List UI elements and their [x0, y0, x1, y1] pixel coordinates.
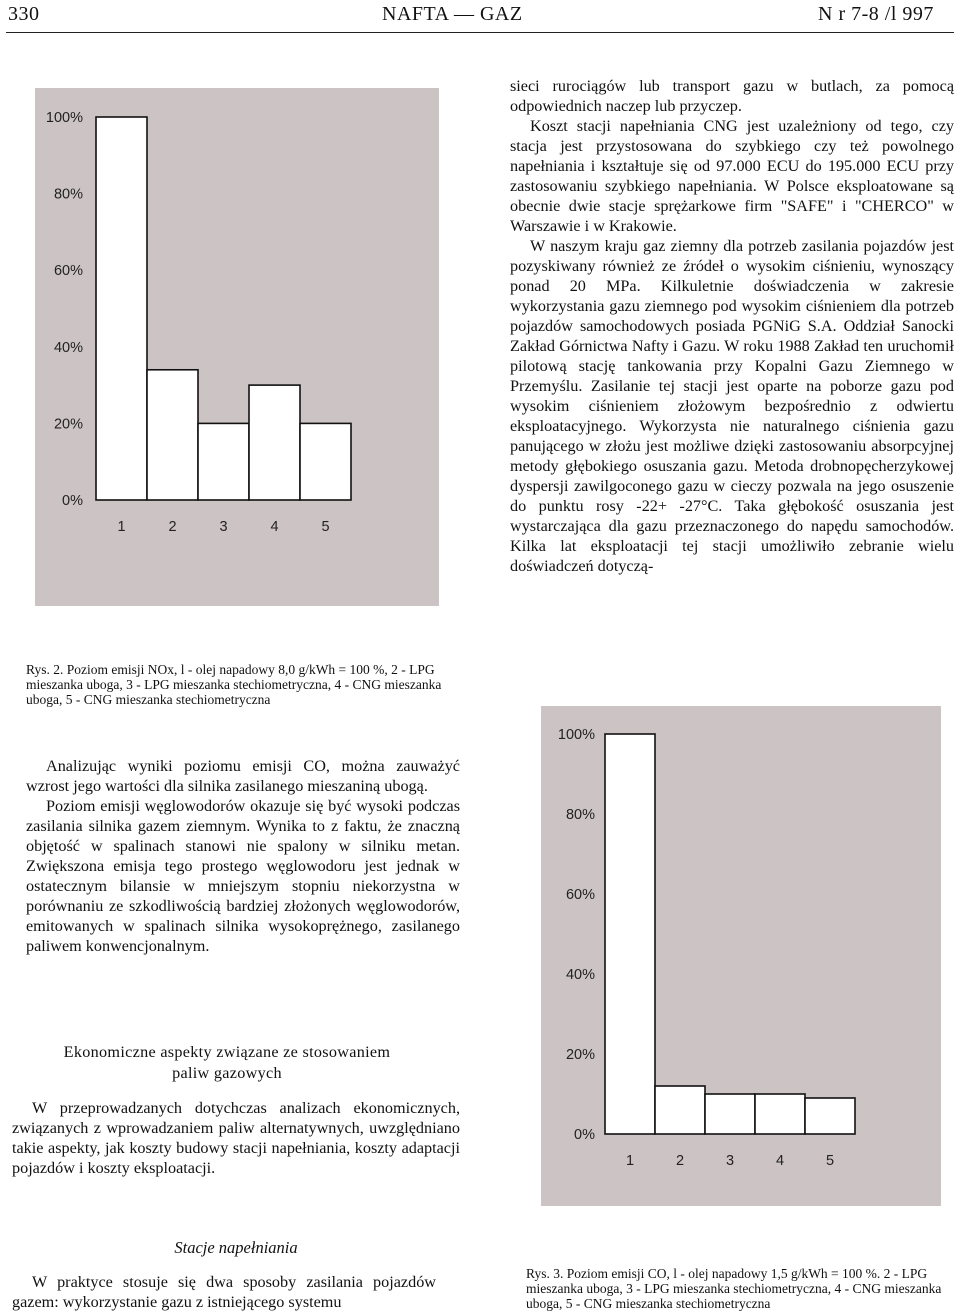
bar — [605, 734, 655, 1134]
x-tick-label: 2 — [675, 1153, 685, 1169]
y-tick-label: 60% — [53, 263, 83, 280]
page-number: 330 — [8, 3, 40, 25]
figure2-caption-text: Rys. 2. Poziom emisji NOx, l - olej napadowy 8,0 g/kWh = 100 %, 2 - LPG mieszanka uboga, 3 - LPG mieszanka stechiometryczna, 4 - CNG mieszanka uboga, 5 - CNG mieszanka stechiometryczna — [26, 662, 442, 707]
y-tick-label: 20% — [565, 1047, 595, 1063]
bar — [147, 370, 198, 500]
bar — [655, 1086, 705, 1134]
x-tick-label: 5 — [825, 1153, 835, 1169]
section-title — [10, 1042, 444, 1084]
x-tick-label: 1 — [625, 1153, 635, 1169]
x-tick-label: 1 — [117, 519, 126, 535]
x-tick-label: 2 — [168, 519, 177, 535]
header-rule — [6, 32, 954, 33]
x-tick-label: 3 — [725, 1153, 735, 1169]
paragraph: W naszym kraju gaz ziemny dla potrzeb zasilania pojazdów jest pozyskiwany również ze źródeł o wysokim ciśnieniu, wynoszący ponad 20 MPa. Kilkuletnie doświadczenia w zakresie wykorzystania gazu ziemnego pod wysokim ciśnieniem dla potrzeb pojazdów samochodowych posiada PGNiG S.A. Oddział Sanocki Zakład Górnictwa Nafty i Gazu. W roku 1988 Zakład ten uruchomił pilotową stację tankowania przy Kopalni Gazu Ziemnego w Przemyślu. Zasilanie tej stacji jest oparte na poborze gazu pod wysokim ciśnieniem złożowym bezpośrednio z odwiertu eksploatacyjnego. Wykorzysta nie naturalnego ciśnienia gazu panującego w złożu jest możliwe dzięki zastosowaniu absorpcyjnej metody głębokiego osuszania gazu. Metoda drobnopęcherzykowej dyspersji zawilgoconego gazu w cieczy pozwala na jego osuszenie do punktu rosy -22+ -27°C. Taka głębokość osuszania jest wystarczająca dla gazu przeznaczonego do napędu samochodów. Kilka lat eksploatacji tej stacji umożliwiło zebranie wielu doświadczeń dotyczą- — [510, 237, 954, 575]
bar — [755, 1094, 805, 1134]
paragraph: Analizując wyniki poziomu emisji CO, można zauważyć wzrost jego wartości dla silnika zasilanego mieszaniną ubogą. — [26, 757, 460, 795]
figure3-caption-text: Rys. 3. Poziom emisji CO, l - olej napadowy 1,5 g/kWh = 100 %. 2 - LPG mieszanka uboga, 3 - LPG mieszanka stechiometryczna, 4 - CNG mieszanka uboga, 5 - CNG mieszanka stechiometryczna — [526, 1266, 942, 1311]
y-tick-label: 80% — [565, 807, 595, 823]
section-title-line2: paliw gazowych — [172, 1064, 282, 1082]
paragraph: W praktyce stosuje się dwa sposoby zasilania pojazdów gazem: wykorzystanie gazu z istniejącego systemu — [12, 1273, 436, 1311]
bar — [300, 423, 351, 500]
x-tick-label: 4 — [270, 519, 279, 535]
y-tick-label: 40% — [565, 967, 595, 983]
chart-nox-svg — [35, 88, 439, 606]
journal-title: NAFTA — GAZ — [382, 3, 523, 25]
bar — [198, 423, 249, 500]
paragraph: sieci rurociągów lub transport gazu w butlach, za pomocą odpowiednich naczep lub przyczep. — [510, 77, 954, 115]
y-tick-label: 20% — [53, 416, 83, 433]
bar — [705, 1094, 755, 1134]
figure3-caption — [526, 1266, 951, 1311]
page-header — [0, 0, 960, 30]
y-tick-label: 100% — [557, 727, 595, 743]
issue-number: N r 7-8 /l 997 — [818, 3, 934, 25]
bar — [96, 117, 147, 500]
y-tick-label: 0% — [62, 493, 83, 509]
x-tick-label: 5 — [321, 519, 330, 535]
paragraph: Poziom emisji węglowodorów okazuje się być wysoki podczas zasilania silnika gazem ziemnym. Wynika to z faktu, że znaczną objętość w spalinach stanowi nie spalony w silniku metan. Zwiększona emisja tego prostego węglowodoru jest jednak w ostatecznym bilansie w mniejszym stopniu niekorzystna w porównaniu ze szkodliwością bardziej złożonych węglowodorów, emitowanych w spalinach silnika wysokoprężnego, zasilanego paliwem konwencjonalnym. — [26, 797, 460, 955]
chart-nox-emission — [35, 88, 439, 606]
bar — [805, 1098, 855, 1134]
y-tick-label: 40% — [53, 339, 83, 356]
subsection-title: Stacje napełniania — [174, 1238, 298, 1257]
section-title-line1: Ekonomiczne aspekty związane ze stosowaniem — [63, 1043, 391, 1061]
y-tick-label: 60% — [565, 887, 595, 903]
x-tick-label: 4 — [775, 1153, 785, 1169]
y-tick-label: 80% — [53, 186, 83, 203]
y-tick-label: 100% — [45, 110, 83, 126]
right-column-top-text — [510, 76, 954, 576]
subsection-text — [12, 1272, 436, 1312]
left-column-middle-text — [26, 756, 460, 956]
section-text — [12, 1098, 460, 1178]
y-tick-label: 0% — [574, 1127, 595, 1143]
chart-co-svg — [541, 706, 941, 1206]
x-tick-label: 3 — [219, 519, 228, 535]
paragraph: W przeprowadzanych dotychczas analizach ekonomicznych, związanych z wprowadzaniem paliw alternatywnych, uwzględniano takie aspekty, jak koszty budowy stacji napełniania, koszty adaptacji pojazdów i koszty eksploatacji. — [12, 1099, 460, 1177]
bar — [249, 385, 300, 500]
figure2-caption — [26, 662, 450, 707]
paragraph: Koszt stacji napełniania CNG jest uzależniony od tego, czy stacja jest przystosowana do szybkiego czy też powolnego napełniania i kształtuje się od 97.000 ECU do 195.000 ECU przy zastosowaniu szybkiego napełniania. W Polsce eksploatowane są obecnie dwie stacje sprężarkowe firm "SAFE" i "CHERCO" w Warszawie i w Krakowie. — [510, 117, 954, 235]
chart-co-emission — [541, 706, 941, 1206]
